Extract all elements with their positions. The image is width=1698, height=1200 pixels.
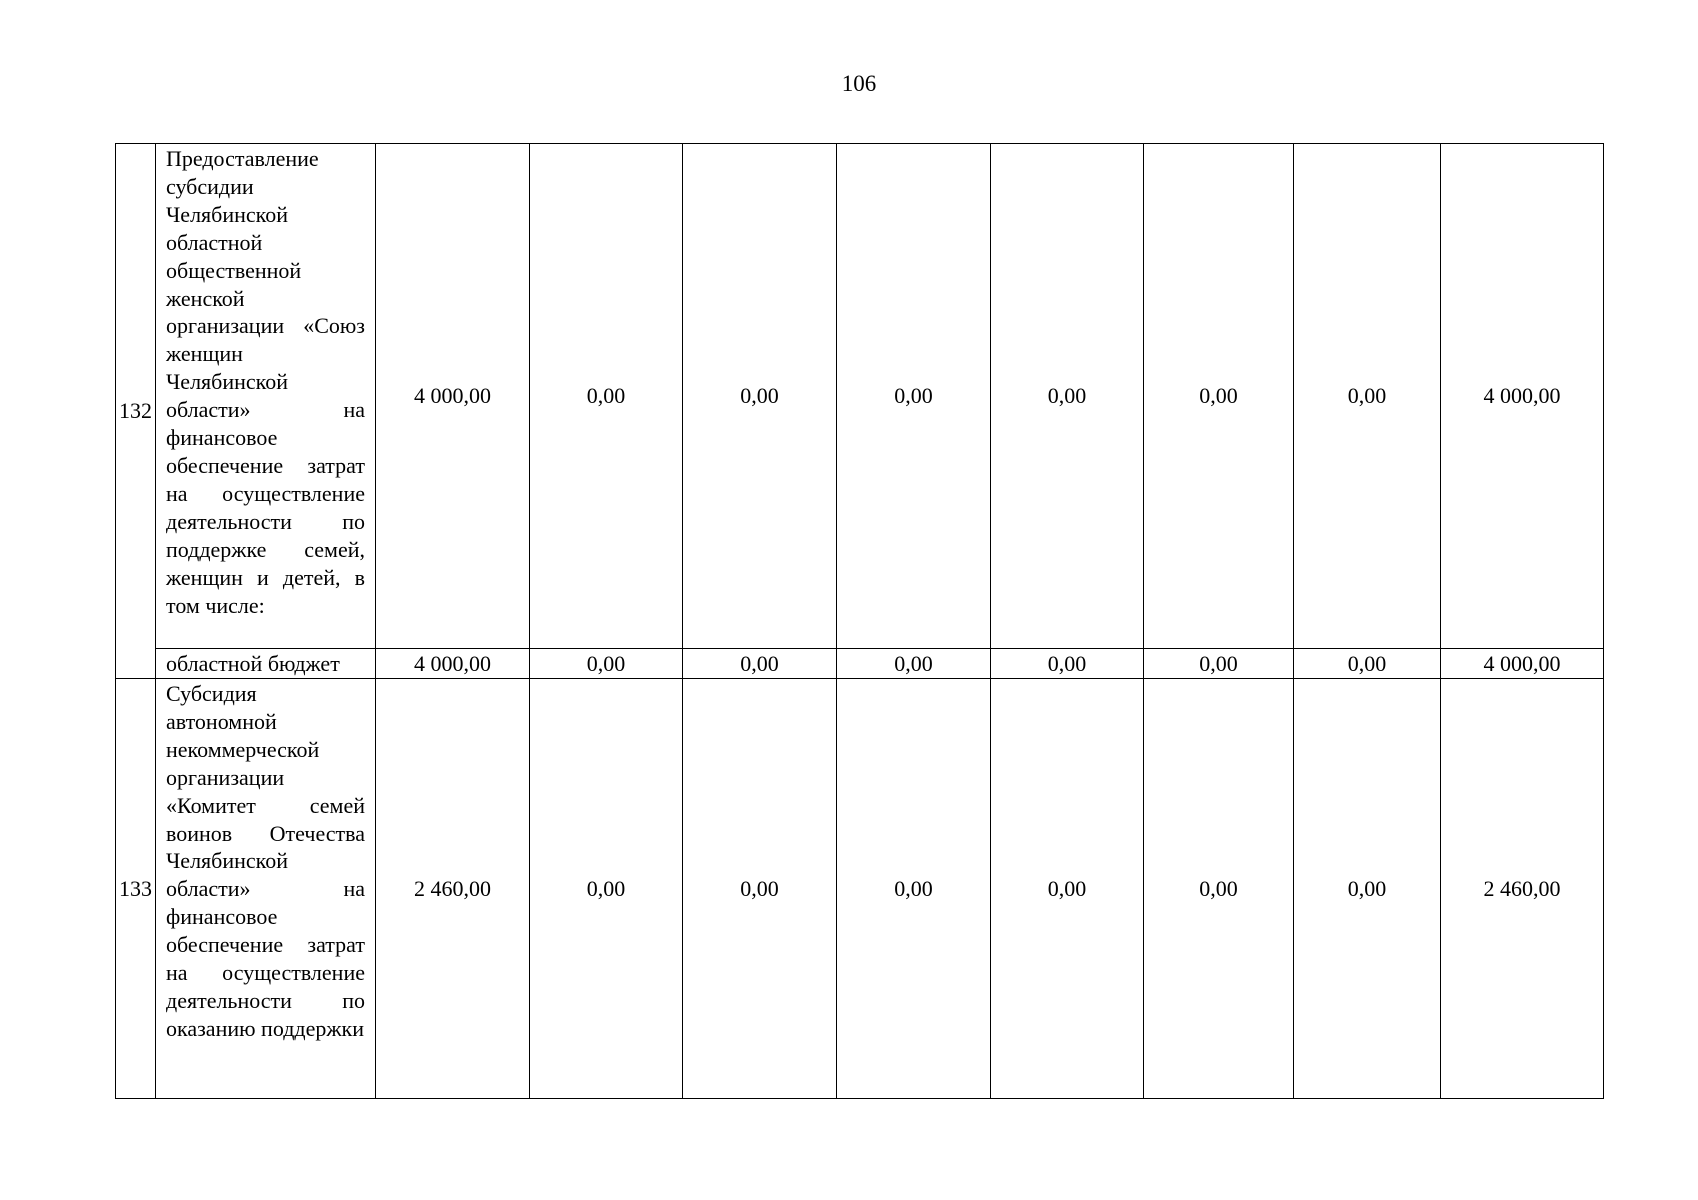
value-cell: 0,00 [683, 649, 837, 679]
table-row-132-regional-budget [116, 649, 1604, 679]
value-cell: 0,00 [837, 649, 991, 679]
page-number: 106 [841, 71, 877, 96]
budget-table [115, 143, 1604, 1099]
value-cell: 4 000,00 [376, 144, 530, 649]
value-cell: 0,00 [683, 144, 837, 649]
value-cell: 0,00 [1294, 649, 1441, 679]
value-cell: 0,00 [837, 144, 991, 649]
value-cell-total: 2 460,00 [1441, 679, 1604, 1099]
value-cell: 0,00 [1294, 144, 1441, 649]
value-cell: 0,00 [1294, 679, 1441, 1099]
value-cell: 4 000,00 [376, 649, 530, 679]
row-number: 132 [116, 144, 156, 679]
value-cell-total: 4 000,00 [1441, 144, 1604, 649]
row-number: 133 [116, 679, 156, 1099]
value-cell: 0,00 [1144, 679, 1294, 1099]
row-description: Субсидия автономной некоммерческой организации «Комитет семей воинов Отечества Челябинской области» на финансовое обеспечение затрат на осуществление деятельности по оказанию поддержки [156, 679, 376, 1099]
value-cell-total: 4 000,00 [1441, 649, 1604, 679]
value-cell: 0,00 [1144, 649, 1294, 679]
value-cell: 0,00 [530, 679, 683, 1099]
value-cell: 0,00 [991, 679, 1144, 1099]
table-row-132 [116, 144, 1604, 649]
value-cell: 0,00 [683, 679, 837, 1099]
row-description: Предоставление субсидии Челябинской областной общественной женской организации «Союз женщин Челябинской области» на финансовое обеспечение затрат на осуществление деятельности по поддержке семей, женщин и детей, в том числе: [156, 144, 376, 649]
value-cell: 0,00 [530, 144, 683, 649]
value-cell: 0,00 [1144, 144, 1294, 649]
value-cell: 0,00 [530, 649, 683, 679]
value-cell: 0,00 [991, 649, 1144, 679]
value-cell: 2 460,00 [376, 679, 530, 1099]
row-description: областной бюджет [156, 649, 376, 679]
value-cell: 0,00 [991, 144, 1144, 649]
value-cell: 0,00 [837, 679, 991, 1099]
table-row-133 [116, 679, 1604, 1099]
